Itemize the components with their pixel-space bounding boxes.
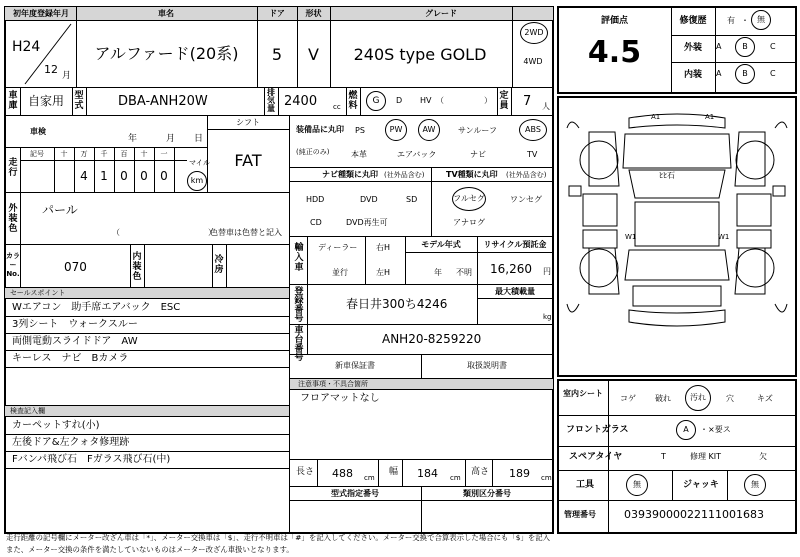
shift-label: シフト: [236, 118, 260, 127]
equip-pw-circled: PW: [385, 119, 407, 141]
mark-a1-left: A1: [651, 113, 661, 121]
inspection-year: 年: [128, 134, 138, 144]
shape-label: 形状: [305, 9, 322, 18]
interior-color-label: 内装色: [132, 252, 142, 282]
mileage-digit: 1: [100, 169, 108, 183]
cap-value: 7: [523, 94, 532, 109]
manual-label: 取扱説明書: [467, 361, 507, 370]
mileage-digit: 0: [140, 169, 148, 183]
car-name-value: アルファード(20系): [94, 44, 239, 63]
reg-month: 12: [44, 63, 58, 76]
navi-sd: SD: [406, 195, 418, 204]
cap-label: 定員: [499, 91, 509, 111]
digits-header: 記号: [30, 150, 44, 158]
equip-label: 装備品に丸印: [296, 125, 344, 134]
repair-yes: 有: [727, 16, 735, 25]
recycle-value: 16,260: [490, 262, 532, 276]
chassis-value: ANH20-8259220: [382, 332, 482, 346]
import-label: 輸入車: [294, 243, 304, 273]
digit-head: 十: [60, 150, 68, 158]
tools-label: 工具: [576, 480, 595, 490]
color-paren: （ ）: [112, 228, 216, 237]
plate-value: 春日井300ち4246: [346, 297, 448, 311]
mileage-digit: 0: [160, 169, 168, 183]
navi-dvd: DVD: [360, 195, 378, 204]
wid-label: 幅: [389, 467, 399, 477]
digit-head: 万: [80, 150, 88, 158]
color-no-value: 070: [64, 260, 87, 274]
navi-sub: (社外品含む): [384, 171, 425, 179]
ext-b-circled: B: [735, 37, 755, 57]
import-parallel: 並行: [332, 268, 348, 277]
plate-label: 登録番号: [294, 287, 304, 324]
spare-t: T: [661, 452, 666, 461]
car-name-label: 車名: [158, 9, 174, 18]
mileage-label: 走行: [8, 158, 18, 178]
equip-airbag: エアバック: [397, 150, 437, 159]
list-item: キーレス ナビ Bカメラ: [12, 353, 129, 364]
navi-label: ナビ種類に丸印: [322, 170, 378, 179]
spare-label: スペアタイヤ: [569, 452, 623, 462]
seat-burn: コゲ: [620, 394, 636, 403]
cap-unit: 人: [542, 102, 550, 111]
drive-4wd: 4WD: [523, 57, 543, 66]
recycle-label: リサイクル預託金: [483, 240, 547, 249]
wid-unit: cm: [450, 474, 461, 482]
equip-sunroof: サンルーフ: [458, 126, 497, 135]
hgt-unit: cm: [541, 474, 552, 482]
max-load-label: 最大積載量: [495, 287, 535, 296]
digit-head: 一: [160, 150, 168, 158]
km-circled: km: [187, 171, 207, 191]
recycle-unit: 円: [543, 267, 551, 276]
seat-hole: 穴: [726, 394, 734, 403]
fuel-g-circled: G: [366, 91, 386, 111]
chassis-label: 車台番号: [294, 326, 304, 363]
tv-label: TV種類に丸印: [446, 170, 498, 179]
list-item: Wエアコン 助手席エアバック ESC: [12, 302, 181, 313]
int-a: A: [716, 69, 722, 78]
model-year-year: 年: [434, 268, 442, 277]
mgmt-value: 03939000022111001683: [624, 508, 764, 521]
model-value: DBA-ANH20W: [118, 94, 208, 109]
interior-seat-label: 室内シート: [563, 389, 603, 398]
use-label: 車庫: [8, 91, 18, 111]
tv-fullseg-circled: フルセグ: [452, 187, 486, 211]
digit-head: 百: [120, 150, 128, 158]
equip-navi: ナビ: [470, 150, 486, 159]
tv-oneseg: ワンセグ: [510, 195, 542, 204]
first-reg-label: 初年度登録年月: [13, 9, 69, 18]
grade-value: 240S type GOLD: [353, 45, 487, 64]
len-label: 長さ: [296, 467, 315, 477]
max-load-unit: kg: [543, 313, 552, 321]
model-year-unknown: 不明: [456, 268, 472, 277]
jack-label: ジャッキ: [683, 480, 719, 490]
windshield-label: フロントガラス: [566, 425, 629, 435]
cooler-label: 冷房: [214, 255, 224, 275]
model-label: 型式: [74, 91, 84, 111]
drive-2wd-circled: 2WD: [520, 22, 548, 44]
list-item: 3列シート ウォークスルー: [12, 319, 138, 330]
navi-dvd-play: DVD再生可: [346, 218, 388, 227]
import-rh: 右H: [376, 243, 391, 252]
era-year: H24: [12, 39, 41, 55]
selling-points-label: セールスポイント: [10, 289, 66, 297]
disp-label: 排気量: [267, 88, 275, 113]
int-c: C: [770, 69, 776, 78]
import-dealer: ディーラー: [318, 243, 358, 252]
seat-scratch: キズ: [757, 394, 773, 403]
shift-value: FAT: [234, 151, 262, 170]
mark-a1-right: A1: [705, 113, 715, 121]
inspection-day: 日: [194, 134, 204, 144]
equip-sub: (純正のみ): [296, 148, 330, 156]
color-label: 外装色: [8, 204, 18, 234]
tv-analog: アナログ: [453, 218, 485, 227]
digit-head: 千: [100, 150, 108, 158]
digit-head: 十: [140, 150, 148, 158]
windshield-x: ×要ス: [708, 425, 731, 434]
fuel-hv: HV: [420, 96, 432, 105]
equip-tv: TV: [527, 150, 538, 159]
windshield-dot: ・: [700, 425, 708, 434]
hgt-value: 189: [509, 467, 530, 480]
equip-ps: PS: [355, 126, 365, 135]
notes-label: 注意事項・不具合箇所: [298, 380, 368, 388]
doors-label: ドア: [269, 9, 285, 18]
navi-hdd: HDD: [306, 195, 325, 204]
hgt-label: 高さ: [471, 467, 490, 477]
jack-none-circled: 無: [744, 474, 766, 496]
import-lh: 左H: [376, 268, 391, 277]
fuel-paren: （ ）: [436, 96, 492, 105]
inspector-label: 検査記入欄: [10, 407, 45, 415]
score-label: 評価点: [600, 16, 628, 26]
score-value: 4.5: [587, 35, 642, 70]
ext-label: 外装: [683, 43, 702, 53]
mark-w1-left: W1: [625, 233, 637, 241]
tools-none-circled: 無: [626, 474, 648, 496]
navi-cd: CD: [310, 218, 322, 227]
mgmt-label: 管理番号: [564, 510, 596, 519]
repair-label: 修復歴: [679, 16, 707, 26]
mile-label: マイル: [189, 159, 210, 167]
footer-line1: 走行距離の記号欄にメーター改ざん車は「*」、メーター交換車は「$」、走行不明車は「#」を記入してください。メーター交換で合算表示した場合にも「$」を記入: [6, 533, 551, 542]
equip-leather: 本革: [351, 150, 367, 159]
int-b-circled: B: [735, 64, 755, 84]
disp-value: 2400: [284, 94, 318, 109]
len-value: 488: [332, 467, 353, 480]
model-year-label: モデル年式: [421, 240, 461, 249]
repair-no-circled: 無: [751, 10, 771, 30]
mileage-digit: 0: [120, 169, 128, 183]
shape-value: V: [308, 45, 319, 64]
ext-a: A: [716, 42, 722, 51]
list-item: Fバンパ飛び石 Fガラス飛び石(中): [12, 454, 171, 465]
inspection-label: 車検: [30, 127, 46, 136]
mark-chip: ﾋﾋ石: [659, 171, 675, 180]
notes-value: フロアマットなし: [300, 393, 380, 404]
color-no-label: カラーNo.: [6, 252, 20, 278]
type-no-label: 型式指定番号: [331, 489, 379, 498]
doors-value: 5: [271, 45, 283, 64]
list-item: 左後ドア&左クォタ修理跡: [12, 437, 130, 448]
disp-unit: cc: [333, 103, 341, 111]
warranty-label: 新車保証書: [335, 361, 375, 370]
grade-label: グレード: [425, 9, 457, 18]
mileage-digit: 4: [80, 169, 88, 183]
tv-sub: (社外品含む): [506, 171, 547, 179]
equip-abs-circled: ABS: [519, 119, 547, 141]
equip-aw-circled: AW: [418, 119, 440, 141]
fuel-d: D: [396, 96, 403, 105]
fuel-label: 燃料: [348, 91, 358, 111]
len-unit: cm: [364, 474, 375, 482]
color-value: パール: [42, 203, 78, 217]
footer-line2: また、メーター交換の条件を満たしていないものはメーター改ざん車扱いとなります。: [6, 545, 294, 554]
seat-tear: 破れ: [655, 394, 671, 403]
ext-c: C: [770, 42, 776, 51]
spare-kit: 修理 KIT: [690, 452, 722, 461]
seat-dirt-circled: 汚れ: [685, 385, 711, 411]
list-item: 両側電動スライドドア AW: [12, 336, 138, 347]
wid-value: 184: [417, 467, 438, 480]
int-label: 内装: [683, 70, 702, 80]
windshield-a-circled: A: [676, 420, 696, 440]
list-item: カーペットすれ(小): [12, 420, 100, 431]
mark-w1-right: W1: [718, 233, 730, 241]
repair-dot: ・: [741, 16, 749, 25]
inspection-month: 月: [166, 134, 176, 144]
car-diagram: [559, 98, 795, 375]
class-no-label: 類別区分番号: [463, 489, 511, 498]
use-value: 自家用: [28, 94, 65, 108]
color-paren-note: 色替車は色替と記入: [210, 228, 282, 237]
month-unit: 月: [62, 71, 72, 81]
spare-none: 欠: [759, 452, 767, 461]
